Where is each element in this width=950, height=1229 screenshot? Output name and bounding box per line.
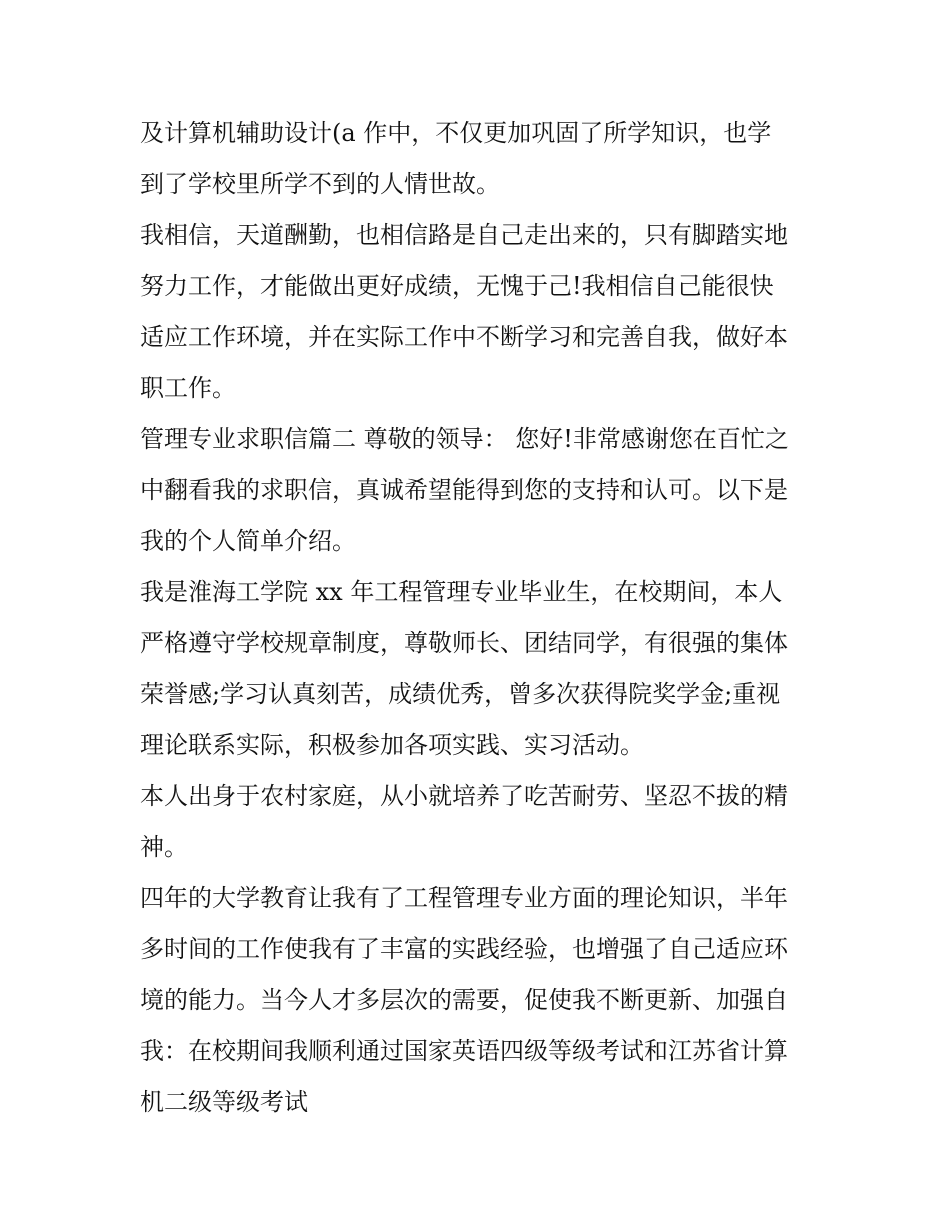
text-line: 境的能力。当今人才多层次的需要，促使我不断更新、加强自 (140, 986, 788, 1014)
text-line: 适应工作环境，并在实际工作中不断学习和完善自我，做好本 (140, 323, 788, 351)
text-line: 荣誉感;学习认真刻苦，成绩优秀，曾多次获得院奖学金;重视 (140, 680, 781, 708)
text-line: 中翻看我的求职信，真诚希望能得到您的支持和认可。以下是 (140, 476, 788, 504)
text-line: 神。 (140, 833, 188, 861)
text-line: 严格遵守学校规章制度，尊敬师长、团结同学，有很强的集体 (140, 629, 788, 657)
text-line: 机二级等级考试 (140, 1088, 308, 1116)
text-line: 及计算机辅助设计(a 作中，不仅更加巩固了所学知识，也学 (140, 119, 772, 147)
text-line: 努力工作，才能做出更好成绩，无愧于己!我相信自己能很快 (140, 272, 774, 300)
text-line: 我的个人简单介绍。 (140, 527, 356, 555)
text-line: 本人出身于农村家庭，从小就培养了吃苦耐劳、坚忍不拔的精 (140, 782, 788, 810)
text-line: 职工作。 (140, 374, 236, 402)
text-line: 我相信，天道酬勤，也相信路是自己走出来的，只有脚踏实地 (140, 221, 788, 249)
text-line: 多时间的工作使我有了丰富的实践经验，也增强了自己适应环 (140, 935, 788, 963)
text-line: 我：在校期间我顺利通过国家英语四级等级考试和江苏省计算 (140, 1037, 788, 1065)
text-line: 理论联系实际，积极参加各项实践、实习活动。 (140, 731, 644, 759)
text-line: 四年的大学教育让我有了工程管理专业方面的理论知识，半年 (140, 884, 788, 912)
text-line: 我是淮海工学院 xx 年工程管理专业毕业生，在校期间，本人 (140, 578, 783, 606)
text-line: 管理专业求职信篇二 尊敬的领导： 您好!非常感谢您在百忙之 (140, 425, 789, 453)
document-body (140, 108, 830, 1128)
text-line: 到了学校里所学不到的人情世故。 (140, 170, 500, 198)
